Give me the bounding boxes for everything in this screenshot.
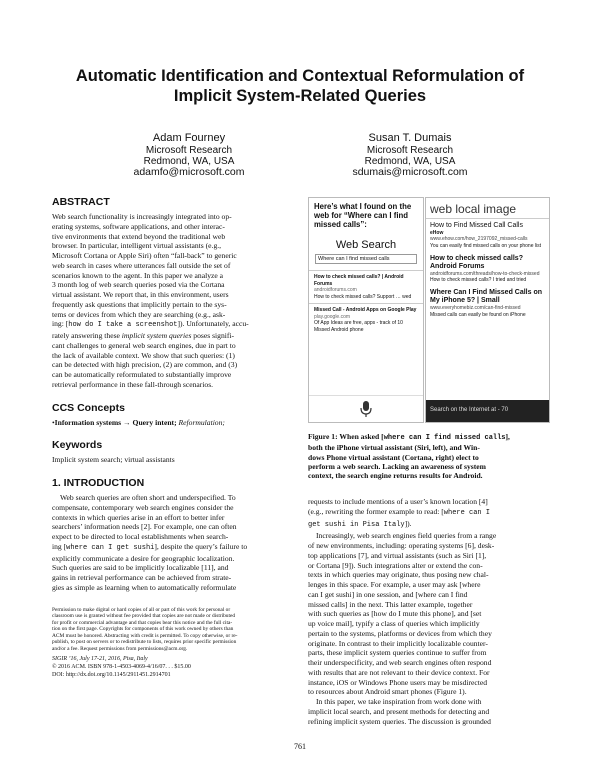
abstract-line: can be detected with high precision, (2) are common, and (3) bbox=[52, 360, 238, 370]
abstract-line: Microsoft Cortana or Apple Siri) often “fall-back” to generic bbox=[52, 251, 237, 260]
keywords-heading: Keywords bbox=[52, 439, 103, 452]
intro-line: searchers’ information needs [2]. For example, one can often bbox=[52, 522, 237, 532]
intro-line: contexts in which queries arise in an effort to better infer bbox=[52, 512, 225, 522]
cortana-screenshot bbox=[425, 197, 550, 423]
intro-heading: 1. INTRODUCTION bbox=[52, 477, 145, 489]
body-line: missed calls] in the next. This latter example, together bbox=[308, 599, 473, 609]
web-local-image-logo: web local image bbox=[430, 202, 517, 216]
intro-line: compensate, contemporary web search engines consider the bbox=[52, 502, 234, 512]
paper-title bbox=[40, 66, 560, 106]
siri-result[interactable]: Missed Call - Android Apps on Google Play play.google.com Of App Ideas are free, apps - track of 10 Missed Android phone bbox=[314, 307, 417, 333]
abstract-line: browser. In particular, intelligent virtual assistants (e.g., bbox=[52, 241, 222, 251]
abstract-line: erating systems, software applications, and other interac- bbox=[52, 221, 225, 231]
web-search-logo: Web Search bbox=[335, 239, 397, 251]
microphone-icon[interactable] bbox=[359, 400, 373, 418]
left-column bbox=[52, 196, 300, 679]
body-line: Increasingly, web search engines field queries from a range bbox=[316, 531, 497, 541]
abstract-line: rately answering these implicit system queries poses signifi- bbox=[52, 331, 235, 340]
abstract-line: web search in cases where utterances fall outside the set of bbox=[52, 260, 231, 270]
siri-screenshot bbox=[308, 197, 424, 423]
author-name: Adam Fourney bbox=[152, 132, 226, 144]
siri-heading: Here’s what I found on the web for “Where can I find missed calls”: bbox=[314, 202, 412, 229]
publication-info: SIGIR ’16, July 17-21, 2016, Pisa, Italy © 2016 ACM. ISBN 978-1-4503-4069-4/16/07. . . $15.00 DOI: http://dx.doi.org/10.1145/2911451.2914701 bbox=[52, 655, 300, 679]
abstract-line: tive environments that extend beyond the traditional web bbox=[52, 231, 226, 241]
abstract-line: ing: [how do I take a screenshot]). Unfortunately, accu- bbox=[52, 319, 249, 330]
body-line: with results that are not relevant to their device context. For bbox=[308, 667, 490, 677]
author-block-2 bbox=[300, 132, 520, 178]
body-line: of new environments, including: operating systems [6], desk- bbox=[308, 541, 495, 550]
body-line: (e.g., rewriting the former example to read: [where can I bbox=[308, 506, 491, 517]
query-code: where can I find missed calls bbox=[383, 434, 506, 442]
author-name: Susan T. Dumais bbox=[368, 132, 452, 144]
abstract-body bbox=[52, 212, 300, 390]
body-line: lenges in this space. For example, a user may ask [where bbox=[308, 580, 481, 589]
query-code: how do I take a screenshot bbox=[68, 321, 178, 330]
cortana-search-bar[interactable]: Search on the Internet at - 70 bbox=[430, 407, 509, 413]
author-email: sdumais@microsoft.com bbox=[352, 166, 468, 178]
abstract-line: cant challenges to general web search engines, due in part to bbox=[52, 340, 236, 350]
body-line: top applications [7], and virtual assistants (such as Siri [1], bbox=[308, 550, 487, 560]
ccs-text: •Information systems → Query intent; Reformulation; bbox=[52, 417, 225, 427]
right-column-text bbox=[308, 497, 548, 726]
intro-line: Such queries are said to be implicitly localizable [11], and bbox=[52, 563, 229, 573]
siri-mic-bar bbox=[309, 395, 423, 422]
abstract-line: scenarios known to the agent. In this paper we analyze a bbox=[52, 270, 224, 280]
abstract-line: virtual assistant. We report that, in this environment, users bbox=[52, 290, 229, 299]
abstract-line: the lack of available context. We show that such queries: (1) bbox=[52, 350, 235, 360]
body-line: parts, these implicit system queries continue to suffer from bbox=[308, 648, 487, 658]
cortana-result[interactable]: How to Find Missed Call Calls eHow www.ehow.com/how_2197092_missed-calls You can easily find missed calls on your phone list bbox=[430, 222, 541, 249]
query-code: where can I get sushi bbox=[66, 543, 155, 552]
abstract-line: frequently ask questions that implicitly pertain to the sys- bbox=[52, 299, 227, 309]
cortana-result[interactable]: How to check missed calls? Android Forums androidforums.com/threads/how-to-check-missed How to check missed calls? I tried and tried bbox=[430, 254, 540, 284]
body-line: texts in which queries may originate, thus posing new chal- bbox=[308, 570, 489, 580]
cortana-bottom-bar bbox=[426, 400, 549, 422]
author-block-1 bbox=[79, 132, 299, 178]
body-line: originate. In contrast to their implicitly localizable counter- bbox=[308, 638, 488, 648]
intro-line: expect to be directed to local establishments when search- bbox=[52, 532, 229, 541]
intro-line: explicitly communicate a desire for geographic localization. bbox=[52, 553, 235, 563]
author-location: Redmond, WA, USA bbox=[143, 156, 235, 167]
intro-line: gies as simple as learning when to automatically reformulate bbox=[52, 582, 237, 592]
body-line: to resources about Android smart phones (Figure 1). bbox=[308, 687, 467, 697]
abstract-line: can be automatically reformulated to substantially improve bbox=[52, 370, 232, 379]
body-line: can I get sushi] in one session, and [where can I find bbox=[308, 589, 468, 599]
abstract-line: retrieval performance in these fall-through scenarios. bbox=[52, 379, 214, 389]
body-line: refining implicit system queries. The discussion is grounded bbox=[308, 716, 491, 726]
siri-query-box: Where can I find missed calls bbox=[315, 254, 417, 264]
intro-line: gains in retrieval performance can be achieved from strate- bbox=[52, 573, 232, 582]
author-affiliation: Microsoft Research bbox=[145, 145, 233, 156]
body-line: their underspecificity, and web search engines often respond bbox=[308, 658, 492, 667]
body-line: or Cortana [9]). Such integrations alter or extend the con- bbox=[308, 560, 483, 570]
author-email: adamfo@microsoft.com bbox=[133, 166, 245, 178]
author-affiliation: Microsoft Research bbox=[366, 145, 454, 156]
intro-line: ing [where can I get sushi], despite the query’s failure to bbox=[52, 541, 248, 552]
title-line-1: Automatic Identification and Contextual Reformulation of bbox=[75, 67, 525, 85]
keywords-text: Implicit system search; virtual assistants bbox=[52, 455, 175, 465]
siri-result[interactable]: How to check missed calls? | Android Forums androidforums.com How to check missed calls? Support … wed bbox=[314, 274, 412, 300]
body-line: pertain to the systems, platforms or devices from which they bbox=[308, 628, 492, 638]
abstract-line: tems or devices from which they are searching (e.g., ask- bbox=[52, 309, 226, 319]
body-line: instance, iOS or Windows Phone users may be misdirected bbox=[308, 677, 488, 687]
intro-line: Web search queries are often short and underspecified. To bbox=[60, 493, 236, 502]
abstract-heading: ABSTRACT bbox=[52, 196, 110, 208]
copyright-notice: Permission to make digital or hard copies of all or part of this work for personal or classroom use is granted without fee provided that copies are not made or distributed for profit or commercial advantage and that copies bear this notice and the full cita- tion on the first page. Copyrights for components of this work owned by others than ACM must be honored. Abstracting with credit is permitted. To copy otherwise, or re- publish, to post on servers or to redistribute to lists, requires prior specific permission and/or a fee. Request permissions from permissions@acm.org. bbox=[52, 606, 238, 653]
title-line-2: Implicit System-Related Queries bbox=[173, 87, 427, 105]
body-line: with such queries as [how do I mute this phone], and [set bbox=[308, 609, 482, 619]
body-line: requests to include mentions of a user’s known location [4] bbox=[308, 497, 488, 506]
body-line: In this paper, we take inspiration from work done with bbox=[316, 697, 482, 706]
doi-link[interactable]: DOI: http://dx.doi.org/10.1145/2911451.2914701 bbox=[52, 671, 171, 678]
body-line: get sushi in Pisa Italy]). bbox=[308, 518, 412, 529]
page-number: 761 bbox=[294, 742, 306, 751]
author-location: Redmond, WA, USA bbox=[364, 156, 456, 167]
figure-caption: Figure 1: When asked [where can I find missed calls], both the iPhone virtual assistant (Siri, left), and Win- dows Phone virtual assistant (Cortana, right) elect to perform a web search. Lacking an awareness of system context, the search engine returns results for Android. bbox=[308, 432, 510, 481]
body-line: implicit local search, and present methods for detecting and bbox=[308, 706, 490, 716]
body-line: up voice mail], typify a class of queries which implicitly bbox=[308, 619, 480, 628]
ccs-heading: CCS Concepts bbox=[52, 401, 125, 414]
intro-body bbox=[52, 493, 300, 593]
cortana-result[interactable]: Where Can I Find Missed Calls on My iPhone 5? | Small www.everyhomebiz.com/can-find-missed Missed calls can easily be found on iPhone bbox=[430, 289, 543, 318]
abstract-line: Web search functionality is increasingly integrated into op- bbox=[52, 212, 232, 221]
abstract-line: 3 month log of web search queries posed via the Cortana bbox=[52, 280, 225, 290]
